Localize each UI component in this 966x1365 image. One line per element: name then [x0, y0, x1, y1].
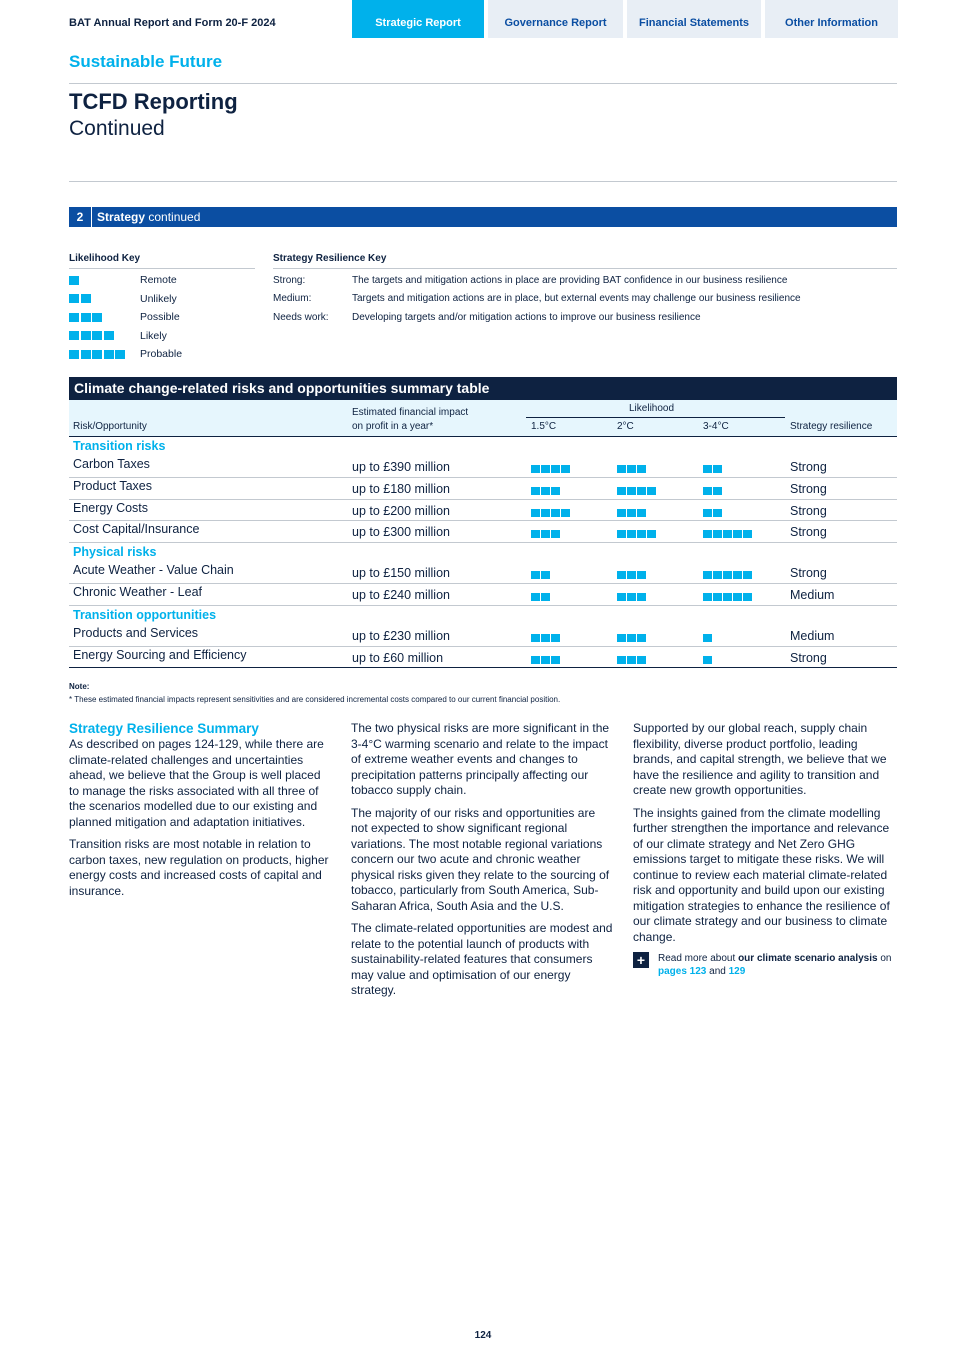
likelihood-square [627, 656, 636, 664]
link-page-123[interactable]: pages 123 [658, 966, 707, 977]
likelihood-square [617, 634, 626, 642]
likelihood-square [531, 593, 540, 601]
likelihood-square [541, 571, 550, 579]
page-subtitle: Continued [69, 117, 165, 140]
likelihood-square [703, 465, 712, 473]
header-likelihood: Likelihood [629, 403, 675, 414]
header-scenario-1-5: 1.5°C [531, 421, 557, 432]
resilience-key-item [273, 271, 897, 290]
tab-other-information[interactable]: Other Information [765, 0, 898, 38]
likelihood-square [627, 593, 636, 601]
likelihood-key-item [69, 327, 255, 346]
likelihood-rating [617, 593, 647, 601]
likelihood-square [723, 593, 732, 601]
likelihood-square [617, 593, 626, 601]
likelihood-rating [531, 593, 551, 601]
likelihood-divider [526, 417, 785, 418]
financial-impact: up to £60 million [352, 650, 444, 665]
likelihood-square [115, 350, 125, 359]
resilience-key-item [273, 290, 897, 309]
likelihood-square [703, 530, 712, 538]
risk-name: Products and Services [73, 625, 199, 640]
likelihood-square [541, 530, 550, 538]
likelihood-square [703, 509, 712, 517]
likelihood-rating [703, 571, 753, 579]
likelihood-square [637, 465, 646, 473]
plus-icon[interactable]: + [633, 952, 649, 968]
risk-name: Product Taxes [73, 478, 152, 493]
likelihood-square [551, 530, 560, 538]
likelihood-square [733, 571, 742, 579]
paragraph: As described on pages 124-129, while there are climate-related challenges and uncertainties ahead, we believe that the Group is well placed to manage the risks associated with all three of the scenarios modelled due to our existing and planned mitigation and adaptation initiatives. [69, 737, 324, 829]
likelihood-square [703, 634, 712, 642]
table-row [69, 521, 897, 543]
paragraph: Transition risks are most notable in relation to carbon taxes, new regulation on products, higher energy costs and increased costs of capital and insurance. [69, 837, 329, 898]
likelihood-square [617, 530, 626, 538]
likelihood-square [561, 509, 570, 517]
likelihood-square [69, 331, 79, 340]
likelihood-label: Likely [140, 329, 167, 342]
likelihood-square [703, 487, 712, 495]
summary-column-1 [69, 721, 331, 906]
risk-name: Energy Sourcing and Efficiency [73, 647, 247, 662]
likelihood-square [531, 487, 540, 495]
summary-column-3 [633, 721, 895, 978]
likelihood-key-item [69, 271, 255, 290]
strategy-resilience: Strong [790, 460, 827, 474]
strategy-resilience: Strong [790, 650, 827, 665]
likelihood-square [627, 509, 636, 517]
likelihood-square [541, 634, 550, 642]
resilience-label: Needs work: [273, 311, 329, 323]
likelihood-square [627, 634, 636, 642]
likelihood-square [713, 487, 722, 495]
table-row [69, 500, 897, 522]
likelihood-icon [69, 313, 140, 322]
likelihood-square [617, 509, 626, 517]
resilience-key-item [273, 308, 897, 327]
likelihood-label: Probable [140, 348, 183, 361]
strategy-resilience: Medium [790, 628, 835, 643]
likelihood-square [723, 530, 732, 538]
likelihood-rating [531, 509, 571, 517]
page-number: 124 [474, 1330, 492, 1341]
summary-table-title: Climate change-related risks and opportunities summary table [69, 377, 897, 400]
likelihood-square [647, 530, 656, 538]
likelihood-square [531, 634, 540, 642]
category-label: Transition risks [73, 439, 166, 453]
tab-financial-statements[interactable]: Financial Statements [627, 0, 761, 38]
likelihood-key-item [69, 345, 255, 364]
likelihood-square [637, 634, 646, 642]
summary-column-2 [351, 721, 613, 1006]
likelihood-rating [703, 656, 713, 664]
summary-heading: Strategy Resilience Summary [69, 721, 259, 736]
section-name: Sustainable Future [69, 52, 223, 71]
header-impact-2: on profit in a year* [352, 421, 434, 432]
table-row [69, 562, 897, 584]
risk-name: Cost Capital/Insurance [73, 522, 200, 537]
header-risk: Risk/Opportunity [73, 421, 147, 432]
strategy-resilience: Strong [790, 566, 827, 581]
likelihood-rating [703, 634, 713, 642]
strategy-resilience: Medium [790, 587, 835, 602]
likelihood-square [703, 571, 712, 579]
likelihood-square [531, 509, 540, 517]
likelihood-square [531, 656, 540, 664]
likelihood-label: Unlikely [140, 292, 177, 305]
table-category-row [69, 543, 897, 562]
tab-governance-report[interactable]: Governance Report [488, 0, 623, 38]
likelihood-square [69, 313, 79, 322]
financial-impact: up to £390 million [352, 460, 450, 474]
read-more-text: Read more about our climate scenario analysis on pages 123 and 129 [658, 953, 892, 977]
likelihood-square [713, 465, 722, 473]
read-more-callout[interactable] [633, 952, 895, 978]
table-row [69, 647, 897, 669]
likelihood-key-item [69, 290, 255, 309]
likelihood-key-item [69, 308, 255, 327]
likelihood-square [637, 509, 646, 517]
strategy-resilience-key [273, 253, 897, 327]
likelihood-rating [617, 571, 647, 579]
likelihood-square [647, 487, 656, 495]
table-row [69, 456, 897, 478]
likelihood-square [733, 530, 742, 538]
likelihood-square [627, 487, 636, 495]
likelihood-square [713, 593, 722, 601]
risk-name: Chronic Weather - Leaf [73, 584, 202, 599]
link-page-129[interactable]: 129 [728, 966, 746, 977]
financial-impact: up to £240 million [352, 587, 450, 602]
header-resilience: Strategy resilience [790, 421, 873, 432]
likelihood-square [81, 313, 91, 322]
divider [69, 83, 897, 84]
likelihood-square [743, 530, 752, 538]
likelihood-square [92, 313, 102, 322]
likelihood-square [551, 465, 560, 473]
likelihood-square [69, 294, 79, 303]
table-row [69, 584, 897, 606]
category-label: Physical risks [73, 545, 157, 560]
likelihood-square [551, 509, 560, 517]
paragraph: Supported by our global reach, supply chain flexibility, diverse product portfolio, leading brands, and capital strength, we believe that we have the resilience and agility to transition and create new growth opportunities. [633, 721, 887, 797]
likelihood-square [627, 571, 636, 579]
table-row [69, 625, 897, 647]
likelihood-square [92, 350, 102, 359]
strategy-resilience: Strong [790, 503, 827, 518]
section-label: Strategy continued [97, 210, 201, 224]
resilience-key-title: Strategy Resilience Key [273, 253, 897, 269]
likelihood-key-title: Likelihood Key [69, 253, 255, 269]
header-impact-1: Estimated financial impact [352, 407, 469, 418]
likelihood-square [743, 571, 752, 579]
likelihood-rating [703, 487, 723, 495]
likelihood-square [541, 656, 550, 664]
risk-name: Acute Weather - Value Chain [73, 563, 234, 578]
likelihood-rating [617, 634, 647, 642]
likelihood-rating [617, 487, 657, 495]
likelihood-square [541, 593, 550, 601]
risk-name: Carbon Taxes [73, 457, 150, 471]
likelihood-square [713, 530, 722, 538]
likelihood-square [541, 509, 550, 517]
likelihood-square [723, 571, 732, 579]
divider [69, 181, 897, 182]
likelihood-rating [531, 571, 551, 579]
likelihood-square [617, 571, 626, 579]
likelihood-square [713, 571, 722, 579]
likelihood-rating [703, 509, 723, 517]
likelihood-rating [531, 487, 561, 495]
likelihood-square [637, 571, 646, 579]
likelihood-rating [703, 530, 753, 538]
likelihood-rating [531, 465, 571, 473]
tab-strategic-report[interactable]: Strategic Report [352, 0, 484, 38]
page-title: TCFD Reporting [69, 89, 238, 114]
summary-table-body [69, 437, 897, 668]
resilience-description: The targets and mitigation actions in place are providing BAT confidence in our business resilience [352, 274, 788, 286]
likelihood-square [81, 294, 91, 303]
strategy-section-bar [69, 207, 897, 227]
likelihood-square [69, 276, 79, 285]
likelihood-icon [69, 350, 140, 359]
likelihood-square [69, 350, 79, 359]
table-category-row [69, 437, 897, 456]
likelihood-square [627, 530, 636, 538]
likelihood-square [81, 331, 91, 340]
financial-impact: up to £300 million [352, 525, 450, 540]
likelihood-square [104, 350, 114, 359]
resilience-label: Strong: [273, 274, 306, 286]
financial-impact: up to £150 million [352, 566, 450, 581]
likelihood-rating [703, 465, 723, 473]
likelihood-square [743, 593, 752, 601]
likelihood-rating [531, 530, 561, 538]
paragraph: The climate-related opportunities are modest and relate to the potential launch of products with sustainability-related features that consumers may value and optimisation of our energy strategy. [351, 921, 613, 997]
likelihood-rating [531, 656, 561, 664]
likelihood-square [104, 331, 114, 340]
note-text: * These estimated financial impacts represent sensitivities and are considered incremental costs compared to our current financial position. [69, 695, 561, 704]
likelihood-square [637, 656, 646, 664]
note-heading: Note: [69, 682, 90, 691]
likelihood-label: Possible [140, 311, 180, 324]
likelihood-square [561, 465, 570, 473]
paragraph: The insights gained from the climate modelling further strengthen the importance and relevance of our climate strategy and Net Zero GHG emissions target to mitigate these risks. We will continue to review each material climate-related risk and opportunity and build upon our existing mitigation strategies to enhance the resilience of our climate strategy and our business to climate change. [633, 805, 890, 944]
risk-name: Energy Costs [73, 500, 149, 515]
document-title: BAT Annual Report and Form 20-F 2024 [69, 17, 276, 29]
strategy-resilience: Strong [790, 481, 827, 496]
financial-impact: up to £180 million [352, 481, 450, 496]
paragraph: The two physical risks are more significant in the 3-4°C warming scenario and relate to the impact of extreme weather events and changes to precipitation patterns principally affecting our tobacco supply chain. [351, 721, 610, 797]
likelihood-square [531, 571, 540, 579]
table-row [69, 478, 897, 500]
likelihood-icon [69, 294, 140, 303]
header-scenario-2: 2°C [617, 421, 634, 432]
likelihood-square [713, 509, 722, 517]
likelihood-square [627, 465, 636, 473]
likelihood-square [92, 331, 102, 340]
likelihood-square [541, 465, 550, 473]
resilience-description: Developing targets and/or mitigation actions to improve our business resilience [352, 311, 701, 323]
likelihood-square [551, 634, 560, 642]
likelihood-icon [69, 276, 140, 285]
likelihood-rating [617, 530, 657, 538]
likelihood-key [69, 253, 255, 364]
likelihood-rating [617, 509, 647, 517]
resilience-label: Medium: [273, 293, 312, 305]
likelihood-square [637, 593, 646, 601]
paragraph: The majority of our risks and opportunities are not expected to show significant regional variations. The most notable regional variations concern our two acute and chronic weather physical risks given they relate to the sourcing of tobacco, particularly from South America, Sub-Saharan Africa, South Asia and the U.S. [351, 805, 610, 913]
likelihood-square [551, 656, 560, 664]
likelihood-square [81, 350, 91, 359]
likelihood-rating [531, 634, 561, 642]
likelihood-square [617, 656, 626, 664]
strategy-resilience: Strong [790, 525, 827, 540]
likelihood-label: Remote [140, 274, 177, 287]
section-number: 2 [69, 207, 92, 227]
likelihood-square [637, 530, 646, 538]
likelihood-rating [703, 593, 753, 601]
likelihood-square [617, 465, 626, 473]
likelihood-square [703, 656, 712, 664]
likelihood-square [531, 530, 540, 538]
table-category-row [69, 606, 897, 625]
likelihood-square [541, 487, 550, 495]
header-scenario-3-4: 3-4°C [703, 421, 729, 432]
financial-impact: up to £230 million [352, 628, 450, 643]
summary-table-header [69, 400, 897, 437]
likelihood-square [733, 593, 742, 601]
likelihood-icon [69, 331, 140, 340]
likelihood-square [551, 487, 560, 495]
likelihood-rating [617, 465, 647, 473]
likelihood-square [703, 593, 712, 601]
category-label: Transition opportunities [73, 607, 217, 622]
section-tabs [352, 0, 898, 38]
likelihood-square [531, 465, 540, 473]
financial-impact: up to £200 million [352, 503, 450, 518]
likelihood-rating [617, 656, 647, 664]
likelihood-square [637, 487, 646, 495]
resilience-description: Targets and mitigation actions are in place, but external events may challenge our business resilience [352, 293, 801, 305]
likelihood-square [617, 487, 626, 495]
